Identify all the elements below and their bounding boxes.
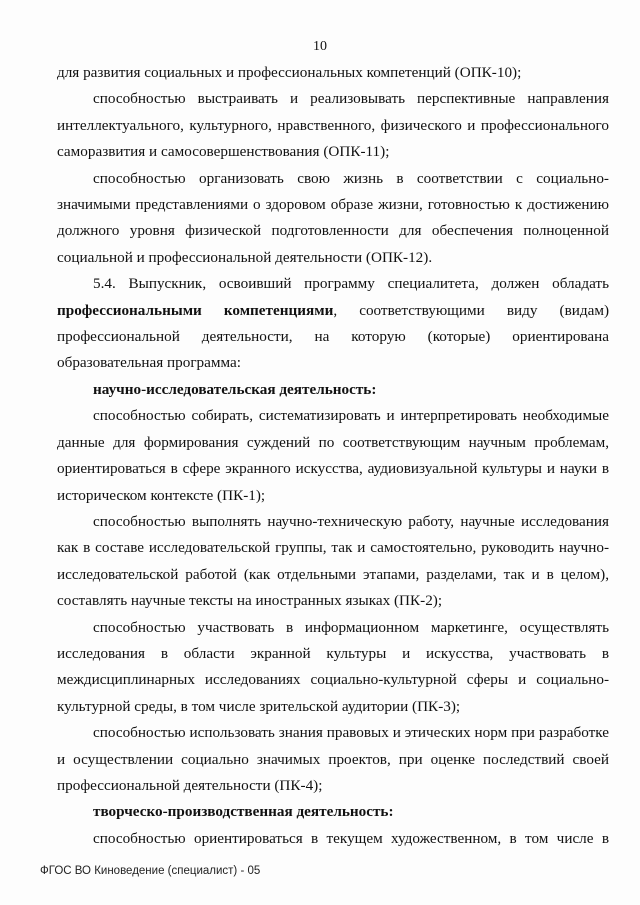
paragraph-pk5-start: способностью ориентироваться в текущем художественном, в том числе в xyxy=(93,829,609,847)
page-number: 10 xyxy=(313,39,327,54)
professional-competencies-term: профессиональными компетенциями xyxy=(57,301,334,319)
paragraph-pk1: способностью собирать, систематизировать и интерпретировать необходимые данные для формирования суждений по соответствующим научным проблемам, ориентироваться в сфере экранного искусства, аудиовизуальной культуры и науки в историческом контексте (ПК-1); xyxy=(57,407,609,504)
paragraph-pk2: способностью выполнять научно-техническую работу, научные исследования как в составе исследовательской группы, так и самостоятельно, руководить научно-исследовательской работой (как отдельными этапами, разделами, так и в целом), составлять научные тексты на иностранных языках (ПК-2); xyxy=(57,512,609,610)
paragraph-5-4 xyxy=(57,271,609,377)
paragraph-opk10-end: для развития социальных и профессиональных компетенций (ОПК-10); xyxy=(57,64,522,81)
document-footer: ФГОС ВО Киноведение (специалист) - 05 xyxy=(40,865,261,877)
paragraph-pk3: способностью участвовать в информационном маркетинге, осуществлять исследования в области экранной культуры и искусства, участвовать в междисциплинарных исследованиях социально-культурной сферы и социально-культурной среды, в том числе зрительской аудитории (ПК-3); xyxy=(57,618,609,715)
heading-creative-production-activity: творческо-производственная деятельность: xyxy=(93,803,394,821)
heading-research-activity: научно-исследовательская деятельность: xyxy=(93,380,377,398)
document-body xyxy=(57,60,609,852)
paragraph-opk11: способностью выстраивать и реализовывать перспективные направления интеллектуального, культурного, нравственного, физического и профессионального саморазвития и самосовершенствования (ОПК-11); xyxy=(57,90,609,161)
paragraph-5-4-end: , соответствующими виду (видам) профессиональной деятельности, на которую (которые) ориентирована образовательная программа: xyxy=(57,301,610,372)
paragraph-5-4-start: 5.4. Выпускник, освоивший программу специалитета, должен обладать xyxy=(93,275,609,293)
paragraph-pk4: способностью использовать знания правовых и этических норм при разработке и осуществлении социально значимых проектов, при оценке последствий своей профессиональной деятельности (ПК-4); xyxy=(57,724,609,794)
paragraph-opk12: способностью организовать свою жизнь в соответствии с социально-значимыми представлениями о здоровом образе жизни, готовностью к достижению должного уровня физической подготовленности для обеспечения полноценной социальной и профессиональной деятельности (ОПК-12). xyxy=(57,169,609,266)
